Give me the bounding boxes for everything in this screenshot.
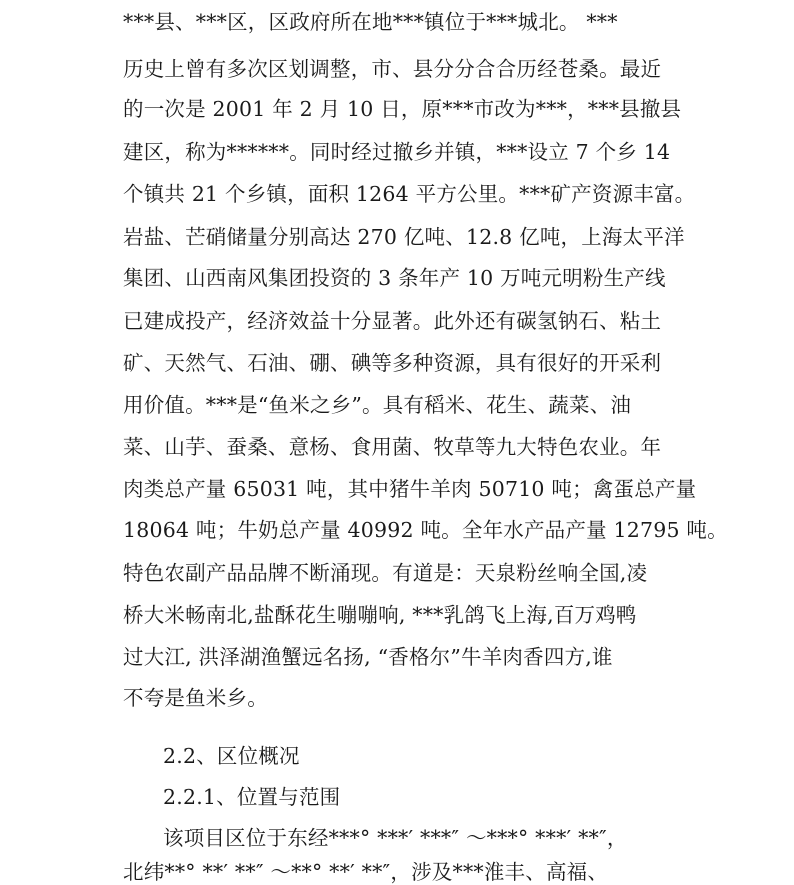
section-heading: 2.2、区位概况 — [163, 744, 300, 768]
subsection-heading: 2.2.1、位置与范围 — [163, 785, 341, 809]
text-line: 不夸是鱼米乡。 — [123, 686, 268, 710]
text-line: 用价值。***是“鱼米之乡”。具有稻米、花生、蔬菜、油 — [123, 393, 632, 417]
text-line: 桥大米畅南北,盐酥花生嘣嘣响, ***乳鸽飞上海,百万鸡鸭 — [123, 603, 637, 627]
text-line: 已建成投产，经济效益十分显著。此外还有碳氢钠石、粘土 — [123, 309, 662, 333]
text-line: 的一次是 2001 年 2 月 10 日，原***市改为***，***县撤县 — [123, 97, 682, 121]
text-line: 建区，称为******。同时经过撤乡并镇，***设立 7 个乡 14 — [123, 140, 671, 164]
text-line: 个镇共 21 个乡镇，面积 1264 平方公里。***矿产资源丰富。 — [123, 182, 696, 206]
text-line: 特色农副产品品牌不断涌现。有道是：天泉粉丝响全国,凌 — [123, 561, 648, 585]
text-line: 该项目区位于东经***° ***′ ***″ ～***° ***′ **″， — [163, 826, 628, 850]
text-line: 集团、山西南风集团投资的 3 条年产 10 万吨元明粉生产线 — [123, 266, 666, 290]
text-line: 18064 吨；牛奶总产量 40992 吨。全年水产品产量 12795 吨。 — [123, 518, 728, 542]
text-line: 北纬**° **′ **″ ～**° **′ **″，涉及***淮丰、高福、 — [123, 860, 609, 884]
text-line: 矿、天然气、石油、硼、碘等多种资源，具有很好的开采利 — [123, 351, 662, 375]
text-line: 过大江, 洪泽湖渔蟹远名扬, “香格尔”牛羊肉香四方,谁 — [123, 645, 613, 669]
text-line: 菜、山芋、蚕桑、意杨、食用菌、牧草等九大特色农业。年 — [123, 435, 662, 459]
text-line: 岩盐、芒硝储量分别高达 270 亿吨、12.8 亿吨，上海太平洋 — [123, 225, 685, 249]
text-line: ***县、***区，区政府所在地***镇位于***城北。 *** — [123, 10, 618, 34]
text-line: 肉类总产量 65031 吨，其中猪牛羊肉 50710 吨；禽蛋总产量 — [123, 477, 697, 501]
text-line: 历史上曾有多次区划调整，市、县分分合合历经苍桑。最近 — [123, 57, 662, 81]
